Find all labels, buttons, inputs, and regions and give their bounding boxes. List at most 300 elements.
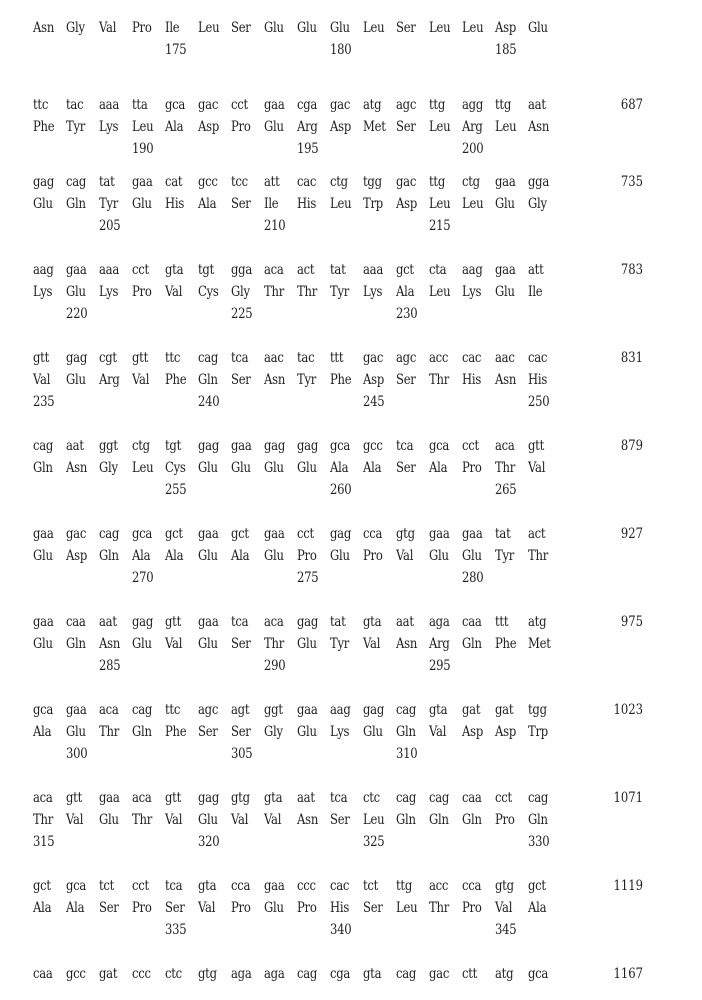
codon: ttt xyxy=(495,614,509,630)
amino-acid: Lys xyxy=(363,284,383,300)
amino-acid: Glu xyxy=(66,372,86,388)
codon: aac xyxy=(495,350,515,366)
codon: cca xyxy=(363,526,383,542)
codon: gct xyxy=(33,878,51,894)
codon: caa xyxy=(462,614,482,630)
amino-acid: Val xyxy=(429,724,447,740)
residue-number: 275 xyxy=(297,570,319,586)
amino-acid: Glu xyxy=(198,460,218,476)
amino-acid: Asn xyxy=(495,372,517,388)
amino-acid-row xyxy=(33,897,673,919)
codon: cta xyxy=(429,262,447,278)
codon: gag xyxy=(264,438,286,454)
codon: aga xyxy=(231,966,252,982)
amino-acid: Phe xyxy=(330,372,352,388)
amino-acid: Leu xyxy=(429,196,451,212)
amino-acid: Cys xyxy=(165,460,186,476)
amino-acid: Glu xyxy=(132,196,152,212)
codon: aca xyxy=(264,262,284,278)
nucleotide-row xyxy=(33,875,673,897)
codon: cct xyxy=(132,262,149,278)
codon: gag xyxy=(33,174,55,190)
codon: cag xyxy=(99,526,120,542)
amino-acid: Glu xyxy=(231,460,251,476)
codon: gac xyxy=(66,526,87,542)
codon: gct xyxy=(396,262,414,278)
sequence-block xyxy=(33,347,673,413)
residue-number: 180 xyxy=(330,42,352,58)
residue-number: 270 xyxy=(132,570,154,586)
codon: gag xyxy=(132,614,154,630)
amino-acid: Thr xyxy=(99,724,120,740)
amino-acid: Gln xyxy=(462,812,482,828)
codon: tcc xyxy=(231,174,248,190)
amino-acid: Ser xyxy=(231,724,251,740)
sequence-block xyxy=(33,435,673,501)
amino-acid: Glu xyxy=(363,724,383,740)
nucleotide-position-number: 1071 xyxy=(613,790,643,806)
codon: cct xyxy=(495,790,512,806)
amino-acid: Thr xyxy=(264,636,285,652)
amino-acid: Val xyxy=(528,460,546,476)
amino-acid: Glu xyxy=(33,196,53,212)
codon: ggt xyxy=(99,438,118,454)
amino-acid: Val xyxy=(495,900,513,916)
residue-number: 225 xyxy=(231,306,253,322)
residue-number: 235 xyxy=(33,394,55,410)
amino-acid: Phe xyxy=(165,724,187,740)
residue-number: 305 xyxy=(231,746,253,762)
amino-acid-row xyxy=(33,457,673,479)
codon: cag xyxy=(297,966,318,982)
codon: gtt xyxy=(528,438,544,454)
codon: gac xyxy=(429,966,450,982)
residue-number: 185 xyxy=(495,42,517,58)
codon: ttg xyxy=(396,878,412,894)
amino-acid-row xyxy=(33,17,673,39)
codon: tgt xyxy=(198,262,214,278)
nucleotide-row xyxy=(33,259,673,281)
residue-number-row xyxy=(33,567,673,589)
amino-acid: Asp xyxy=(363,372,385,388)
amino-acid: Lys xyxy=(33,284,53,300)
codon: gga xyxy=(528,174,550,190)
amino-acid: Ser xyxy=(165,900,185,916)
codon: ttg xyxy=(495,97,511,113)
amino-acid: Val xyxy=(33,372,51,388)
amino-acid-row xyxy=(33,193,673,215)
codon: gaa xyxy=(33,614,54,630)
amino-acid: Ser xyxy=(198,724,218,740)
amino-acid: Ala xyxy=(429,460,448,476)
codon: ctc xyxy=(165,966,182,982)
amino-acid: Asn xyxy=(264,372,286,388)
amino-acid: Asn xyxy=(99,636,121,652)
amino-acid: Glu xyxy=(330,548,350,564)
amino-acid: Val xyxy=(165,812,183,828)
amino-acid: Asp xyxy=(66,548,88,564)
residue-number: 190 xyxy=(132,141,154,157)
amino-acid: Gly xyxy=(66,20,85,36)
amino-acid: Glu xyxy=(297,460,317,476)
codon: gca xyxy=(132,526,153,542)
codon: tca xyxy=(231,350,249,366)
codon: gta xyxy=(363,614,382,630)
amino-acid: Gln xyxy=(528,812,548,828)
amino-acid: Met xyxy=(528,636,551,652)
codon: gag xyxy=(198,790,220,806)
codon: gaa xyxy=(429,526,450,542)
codon: tat xyxy=(330,262,346,278)
residue-number-row xyxy=(33,215,673,237)
amino-acid: Gly xyxy=(231,284,250,300)
amino-acid: Gln xyxy=(132,724,152,740)
amino-acid: Arg xyxy=(297,119,318,135)
amino-acid: Thr xyxy=(429,372,450,388)
sequence-block xyxy=(33,259,673,325)
amino-acid: Ala xyxy=(66,900,85,916)
codon: aaa xyxy=(363,262,383,278)
codon: caa xyxy=(462,790,482,806)
amino-acid: Glu xyxy=(66,724,86,740)
amino-acid: Leu xyxy=(495,119,517,135)
codon: gaa xyxy=(495,262,516,278)
codon: aag xyxy=(462,262,483,278)
codon: gaa xyxy=(132,174,153,190)
codon: gaa xyxy=(297,702,318,718)
codon: gaa xyxy=(66,262,87,278)
codon: cat xyxy=(165,174,183,190)
codon: ttc xyxy=(165,350,181,366)
nucleotide-row xyxy=(33,699,673,721)
residue-number: 325 xyxy=(363,834,385,850)
residue-number: 220 xyxy=(66,306,88,322)
codon: aaa xyxy=(99,262,119,278)
amino-acid: Glu xyxy=(66,284,86,300)
amino-acid: Ser xyxy=(99,900,119,916)
codon: cag xyxy=(396,966,417,982)
codon: gca xyxy=(33,702,54,718)
codon: cac xyxy=(462,350,482,366)
amino-acid: Tyr xyxy=(99,196,119,212)
codon: aca xyxy=(33,790,53,806)
codon: tca xyxy=(231,614,249,630)
codon: gat xyxy=(99,966,118,982)
amino-acid: Asp xyxy=(495,724,517,740)
amino-acid: Leu xyxy=(132,460,154,476)
amino-acid: Glu xyxy=(198,548,218,564)
amino-acid: Ser xyxy=(231,20,251,36)
codon: gct xyxy=(528,878,546,894)
residue-number: 295 xyxy=(429,658,451,674)
codon: aca xyxy=(495,438,515,454)
residue-number: 245 xyxy=(363,394,385,410)
codon: agt xyxy=(231,702,250,718)
codon: tgg xyxy=(363,174,382,190)
sequence-block xyxy=(33,611,673,677)
amino-acid: Pro xyxy=(297,900,317,916)
codon: aac xyxy=(264,350,284,366)
amino-acid: Pro xyxy=(297,548,317,564)
codon: aca xyxy=(132,790,152,806)
amino-acid: Gly xyxy=(528,196,547,212)
codon: cct xyxy=(231,97,248,113)
amino-acid-row xyxy=(33,116,673,138)
sequence-block xyxy=(33,787,673,853)
amino-acid: Glu xyxy=(264,460,284,476)
codon: gaa xyxy=(231,438,252,454)
amino-acid: Asp xyxy=(198,119,220,135)
codon: gta xyxy=(429,702,448,718)
codon: atg xyxy=(528,614,547,630)
codon: gag xyxy=(198,438,220,454)
amino-acid: Ala xyxy=(33,724,52,740)
amino-acid: Ser xyxy=(330,812,350,828)
amino-acid: Leu xyxy=(429,20,451,36)
codon: ttt xyxy=(330,350,344,366)
amino-acid: Asn xyxy=(33,20,55,36)
amino-acid: Pro xyxy=(132,20,152,36)
codon: cag xyxy=(66,174,87,190)
residue-number: 315 xyxy=(33,834,55,850)
residue-number-row xyxy=(33,391,673,413)
nucleotide-row xyxy=(33,171,673,193)
sequence-block xyxy=(33,699,673,765)
nucleotide-position-number: 927 xyxy=(620,526,643,542)
codon: atg xyxy=(495,966,514,982)
amino-acid: Arg xyxy=(429,636,450,652)
nucleotide-row xyxy=(33,347,673,369)
codon: gcc xyxy=(66,966,86,982)
amino-acid: Asp xyxy=(462,724,484,740)
codon: tta xyxy=(132,97,148,113)
codon: gaa xyxy=(264,526,285,542)
codon: cga xyxy=(297,97,318,113)
amino-acid: Glu xyxy=(528,20,548,36)
amino-acid: Ser xyxy=(396,20,416,36)
codon: cca xyxy=(231,878,251,894)
codon: ttg xyxy=(429,97,445,113)
residue-number: 215 xyxy=(429,218,451,234)
amino-acid: Ala xyxy=(363,460,382,476)
amino-acid-row xyxy=(33,721,673,743)
codon: gag xyxy=(297,438,319,454)
codon: gta xyxy=(165,262,184,278)
amino-acid: Thr xyxy=(132,812,153,828)
amino-acid: Cys xyxy=(198,284,219,300)
codon: agc xyxy=(198,702,219,718)
nucleotide-position-number: 783 xyxy=(620,262,643,278)
amino-acid: Phe xyxy=(165,372,187,388)
codon: cag xyxy=(132,702,153,718)
nucleotide-position-number: 879 xyxy=(620,438,643,454)
residue-number: 255 xyxy=(165,482,187,498)
codon: gta xyxy=(198,878,217,894)
codon: ctg xyxy=(330,174,348,190)
amino-acid: Thr xyxy=(33,812,54,828)
amino-acid: Leu xyxy=(198,20,220,36)
residue-number: 345 xyxy=(495,922,517,938)
amino-acid: Ser xyxy=(231,196,251,212)
codon: ttc xyxy=(33,97,49,113)
residue-number-row xyxy=(33,479,673,501)
residue-number: 335 xyxy=(165,922,187,938)
codon: tca xyxy=(330,790,348,806)
amino-acid: Ala xyxy=(396,284,415,300)
codon: gtt xyxy=(66,790,82,806)
amino-acid: Tyr xyxy=(495,548,515,564)
codon: gca xyxy=(528,966,549,982)
amino-acid: Leu xyxy=(132,119,154,135)
amino-acid-row xyxy=(33,809,673,831)
codon: gca xyxy=(429,438,450,454)
amino-acid: Ala xyxy=(165,548,184,564)
codon: ggt xyxy=(264,702,283,718)
codon: tac xyxy=(66,97,84,113)
codon: gcc xyxy=(363,438,383,454)
residue-number-row xyxy=(33,831,673,853)
amino-acid: Phe xyxy=(495,636,517,652)
codon: aat xyxy=(66,438,84,454)
residue-number: 340 xyxy=(330,922,352,938)
residue-number: 260 xyxy=(330,482,352,498)
codon: gaa xyxy=(264,878,285,894)
codon: agc xyxy=(396,97,417,113)
codon: cag xyxy=(396,790,417,806)
codon: cag xyxy=(429,790,450,806)
codon: aca xyxy=(264,614,284,630)
residue-number: 240 xyxy=(198,394,220,410)
codon: gaa xyxy=(66,702,87,718)
codon: aat xyxy=(297,790,315,806)
amino-acid: Glu xyxy=(264,20,284,36)
codon: att xyxy=(528,262,544,278)
codon: cct xyxy=(132,878,149,894)
codon: acc xyxy=(429,878,449,894)
amino-acid: Pro xyxy=(231,900,251,916)
nucleotide-position-number: 975 xyxy=(620,614,643,630)
residue-number: 200 xyxy=(462,141,484,157)
codon: gac xyxy=(363,350,384,366)
codon: gga xyxy=(231,262,253,278)
codon: gtt xyxy=(165,614,181,630)
amino-acid: Glu xyxy=(264,900,284,916)
amino-acid: Ala xyxy=(231,548,250,564)
codon: gaa xyxy=(264,97,285,113)
amino-acid: Tyr xyxy=(66,119,86,135)
nucleotide-position-number: 1023 xyxy=(613,702,643,718)
amino-acid: Met xyxy=(363,119,386,135)
amino-acid: Gln xyxy=(462,636,482,652)
amino-acid: Glu xyxy=(495,284,515,300)
amino-acid: His xyxy=(462,372,482,388)
amino-acid: Leu xyxy=(363,812,385,828)
amino-acid: Asn xyxy=(396,636,418,652)
codon: gac xyxy=(198,97,219,113)
amino-acid: Val xyxy=(66,812,84,828)
amino-acid: Ala xyxy=(198,196,217,212)
codon: tac xyxy=(297,350,315,366)
amino-acid: Leu xyxy=(363,20,385,36)
amino-acid: Glu xyxy=(264,548,284,564)
codon: gtg xyxy=(396,526,415,542)
codon: cag xyxy=(33,438,54,454)
amino-acid: Val xyxy=(264,812,282,828)
sequence-block xyxy=(33,875,673,941)
nucleotide-position-number: 687 xyxy=(620,97,643,113)
amino-acid: Glu xyxy=(99,812,119,828)
codon: gta xyxy=(363,966,382,982)
amino-acid: Asn xyxy=(66,460,88,476)
codon: ctg xyxy=(462,174,480,190)
codon: gca xyxy=(66,878,87,894)
codon: caa xyxy=(33,966,53,982)
codon: acc xyxy=(429,350,449,366)
codon: gca xyxy=(165,97,186,113)
residue-number-row xyxy=(33,303,673,325)
amino-acid: Pro xyxy=(132,284,152,300)
codon: aaa xyxy=(99,97,119,113)
amino-acid: Pro xyxy=(462,460,482,476)
nucleotide-row xyxy=(33,963,673,985)
codon: cag xyxy=(198,350,219,366)
residue-number: 205 xyxy=(99,218,121,234)
amino-acid: Lys xyxy=(99,119,119,135)
nucleotide-row xyxy=(33,94,673,116)
amino-acid: Val xyxy=(165,636,183,652)
amino-acid: Lys xyxy=(462,284,482,300)
amino-acid: Thr xyxy=(297,284,318,300)
codon: gtt xyxy=(132,350,148,366)
codon: tca xyxy=(396,438,414,454)
amino-acid: Leu xyxy=(462,196,484,212)
codon: gca xyxy=(330,438,351,454)
codon: aga xyxy=(264,966,285,982)
codon: gct xyxy=(165,526,183,542)
residue-number: 230 xyxy=(396,306,418,322)
amino-acid: Ser xyxy=(396,460,416,476)
codon: cct xyxy=(297,526,314,542)
residue-number: 300 xyxy=(66,746,88,762)
nucleotide-row xyxy=(33,523,673,545)
residue-number-row xyxy=(33,919,673,941)
amino-acid: Ile xyxy=(165,20,180,36)
amino-acid: Tyr xyxy=(330,636,350,652)
codon: aag xyxy=(33,262,54,278)
residue-number: 320 xyxy=(198,834,220,850)
codon: aat xyxy=(396,614,414,630)
amino-acid: Thr xyxy=(264,284,285,300)
codon: att xyxy=(264,174,280,190)
codon: tat xyxy=(495,526,511,542)
amino-acid: His xyxy=(297,196,317,212)
codon: gct xyxy=(231,526,249,542)
residue-number-row xyxy=(33,39,673,61)
codon: aat xyxy=(528,97,546,113)
amino-acid: Val xyxy=(363,636,381,652)
nucleotide-position-number: 831 xyxy=(620,350,643,366)
amino-acid: Ile xyxy=(528,284,543,300)
amino-acid: Val xyxy=(198,900,216,916)
amino-acid: Leu xyxy=(462,20,484,36)
codon: gag xyxy=(66,350,88,366)
sequence-block xyxy=(33,523,673,589)
codon: tgg xyxy=(528,702,547,718)
codon: ctt xyxy=(462,966,478,982)
amino-acid: Glu xyxy=(462,548,482,564)
codon: cac xyxy=(297,174,317,190)
codon: gtg xyxy=(231,790,250,806)
